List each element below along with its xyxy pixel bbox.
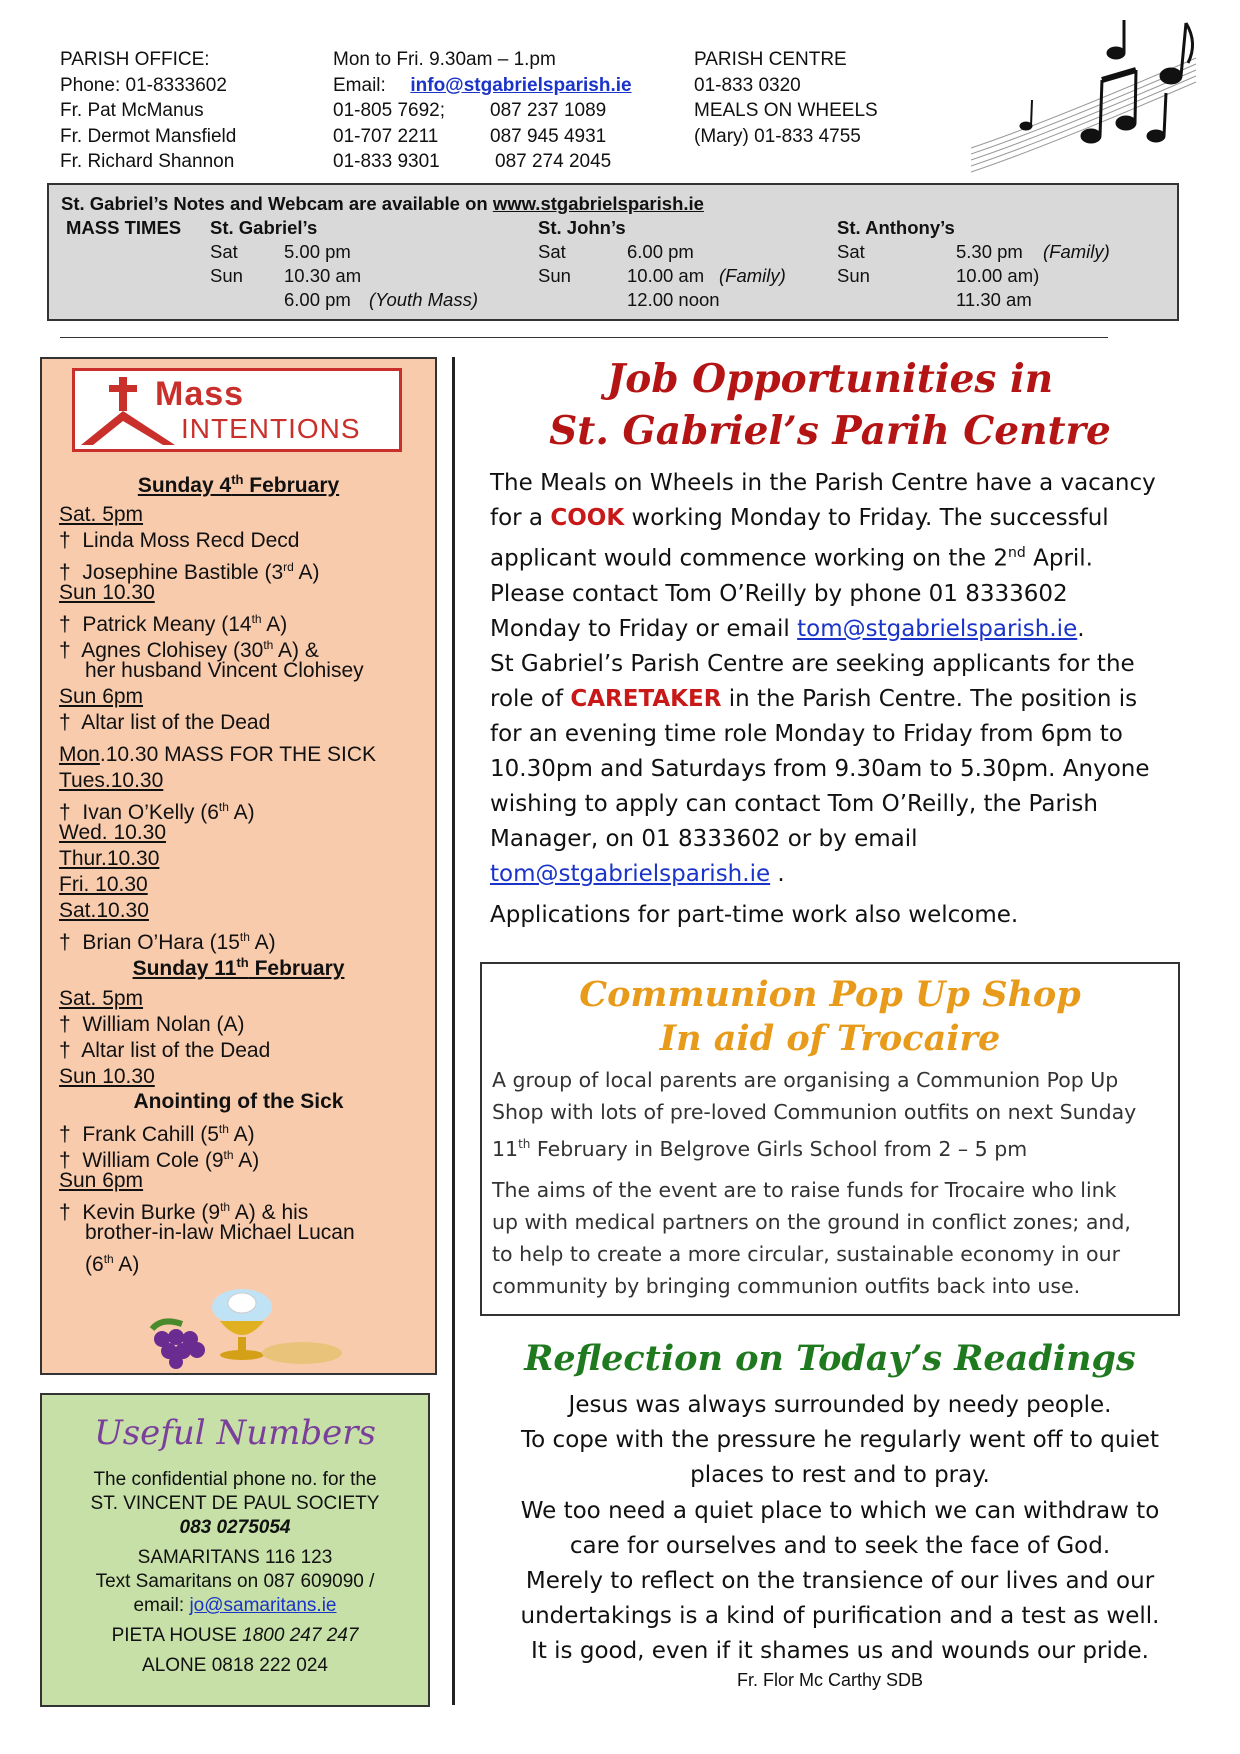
sunday-heading	[42, 955, 435, 981]
ordinal-suffix: th	[518, 1137, 531, 1151]
office-email-link[interactable]: info@stgabrielsparish.ie	[410, 74, 632, 96]
jobs-line: for an evening time role Monday to Friday from 6pm to	[490, 721, 1123, 747]
sunday-heading-text: Sunday 4	[137, 474, 232, 497]
popup-text: 11	[492, 1136, 519, 1161]
alone-phone: ALONE 0818 222 024	[142, 1655, 328, 1676]
popup-paragraph-2	[492, 1174, 1131, 1302]
reflection-author: Fr. Flor Mc Carthy SDB	[736, 1670, 924, 1690]
svp-phone: 083 0275054	[179, 1517, 291, 1538]
jobs-line	[490, 682, 1190, 717]
pieta-label: PIETA HOUSE	[111, 1625, 243, 1646]
reflection-line: Jesus was always surrounded by needy people.	[568, 1392, 1112, 1418]
priest-name: Fr. Dermot Mansfield	[60, 125, 237, 147]
mass-times-box	[47, 183, 1179, 321]
intention-text: William Nolan (A)	[82, 1013, 245, 1036]
reflection-line: places to rest and to pray.	[690, 1462, 990, 1489]
jobs-line: 10.30pm and Saturdays from 9.30am to 5.30pm. Anyone	[490, 756, 1150, 782]
mass-time: 10.30 am	[284, 265, 362, 286]
mass-note: (Family)	[1043, 241, 1110, 262]
reflection-line: care for ourselves and to seek the face of God.	[569, 1532, 1111, 1559]
communion-popup-box	[480, 962, 1180, 1316]
website-link[interactable]: www.stgabrielsparish.ie	[492, 193, 704, 214]
mass-note: (Family)	[719, 265, 786, 286]
reflection-line: We too need a quiet place to which we can withdraw to	[520, 1497, 1160, 1524]
jobs-line: The Meals on Wheels in the Parish Centre have a vacancy	[490, 470, 1156, 496]
pieta-row	[42, 1625, 428, 1647]
mass-slot: Sun 10.30	[59, 1065, 155, 1088]
priest-mobiles	[490, 98, 611, 175]
mass-day: Sat	[837, 241, 865, 262]
mass-slot: Wed. 10.30	[59, 821, 167, 844]
reflection-body	[480, 1388, 1200, 1670]
priest-name: Fr. Pat McManus	[60, 100, 204, 121]
cross-icon: †	[59, 529, 71, 552]
intention-text-end: A)	[249, 931, 276, 954]
ordinal-suffix: th	[223, 1148, 234, 1162]
jobs-title: Job Opportunities in	[606, 356, 1054, 402]
intention-text: Altar list of the Dead	[81, 711, 271, 734]
cross-icon: †	[59, 1201, 71, 1224]
popup-line: The aims of the event are to raise funds for Trocaire who link	[492, 1178, 1117, 1202]
useful-line: The confidential phone no. for the	[93, 1469, 377, 1490]
mass-intentions-logo	[72, 368, 402, 452]
jobs-email-link[interactable]: tom@stgabrielsparish.ie	[490, 861, 771, 887]
intention-item	[59, 1038, 270, 1064]
sunday-heading-text: Sunday 11	[132, 957, 237, 980]
ordinal-suffix: th	[218, 800, 229, 814]
intention-text-end: A)	[228, 1123, 255, 1146]
pieta-phone: 1800 247 247	[242, 1625, 359, 1646]
popup-text: February in Belgrove Girls School from 2 – 5 pm	[530, 1136, 1028, 1161]
mass-slot: Sun 10.30	[59, 581, 155, 604]
cross-icon: †	[59, 613, 71, 636]
intention-text: Kevin Burke (9	[82, 1201, 221, 1224]
mass-intentions-panel	[40, 357, 437, 1375]
caretaker-highlight: CARETAKER	[570, 686, 722, 712]
intention-text: Frank Cahill (5	[82, 1123, 219, 1146]
intention-text: (6	[85, 1253, 104, 1276]
jobs-line: wishing to apply can contact Tom O’Reilly, the Parish	[490, 791, 1098, 817]
mass-note: (Youth Mass)	[369, 289, 478, 310]
mass-time: 6.00 pm	[284, 289, 351, 310]
reflection-title: Reflection on Today’s Readings	[524, 1338, 1136, 1379]
priest-name: Fr. Richard Shannon	[60, 151, 235, 172]
jobs-text: role of	[490, 686, 571, 712]
samaritans-email-row	[42, 1595, 428, 1617]
horizontal-rule	[60, 337, 1108, 338]
email-label: email:	[133, 1595, 190, 1616]
reflection-line: To cope with the pressure he regularly went off to quiet	[521, 1427, 1159, 1454]
popup-title: Communion Pop Up Shop	[579, 974, 1081, 1015]
cook-highlight: COOK	[550, 505, 625, 531]
priest-landline: 01-707 2211	[333, 125, 439, 147]
jobs-caretaker-paragraph	[490, 647, 1190, 892]
jobs-text: for a	[490, 505, 551, 531]
priest-mobile: 087 274 2045	[495, 151, 612, 172]
ordinal-suffix: th	[218, 1122, 229, 1136]
cross-icon: †	[59, 1149, 71, 1172]
intention-item	[59, 710, 270, 736]
ordinal-suffix: nd	[1008, 545, 1026, 561]
mass-time: 10.00 am	[627, 265, 705, 286]
church-name: St. Gabriel’s	[210, 217, 318, 238]
mass-slot-day: Mon	[59, 743, 100, 766]
sunday-heading-month: February	[243, 474, 340, 497]
office-phone: Phone: 01-8333602	[60, 74, 227, 96]
mass-slot: Sat. 5pm	[59, 987, 144, 1010]
intention-item	[59, 528, 299, 554]
office-hours: Mon to Fri. 9.30am – 1.pm	[333, 49, 556, 70]
mass-slot: Thur.10.30	[59, 847, 160, 870]
popup-title: In aid of Trocaire	[659, 1018, 1001, 1059]
intention-text: Josephine Bastible (3	[82, 561, 284, 584]
mass-times-label: MASS TIMES	[66, 217, 182, 238]
popup-line: to help to create a more circular, sustainable economy in our	[492, 1242, 1121, 1266]
intention-text-end: A)	[261, 613, 288, 636]
popup-line: Shop with lots of pre-loved Communion outfits on next Sunday	[492, 1100, 1137, 1124]
jobs-parttime-note: Applications for part-time work also welcome.	[490, 902, 1019, 928]
intention-text: Altar list of the Dead	[81, 1039, 271, 1062]
mass-day: Sat	[538, 241, 566, 262]
reflection-line: It is good, even if it shames us and wounds our pride.	[531, 1638, 1149, 1665]
mass-slot: Fri. 10.30	[59, 873, 148, 896]
ordinal-suffix: th	[220, 1200, 231, 1214]
popup-line	[492, 1128, 1136, 1165]
intention-text: Agnes Clohisey (30	[81, 639, 264, 662]
jobs-email-link[interactable]: tom@stgabrielsparish.ie	[797, 615, 1078, 642]
ordinal-suffix: th	[231, 472, 244, 487]
intention-text-end: A)	[228, 801, 255, 824]
priest-mobile: 087 237 1089	[490, 100, 607, 121]
cross-icon: †	[59, 1123, 71, 1146]
ordinal-suffix: rd	[283, 560, 294, 574]
priest-landline: 01-833 9301	[333, 151, 440, 172]
centre-phone: 01-833 0320	[694, 74, 801, 96]
meals-contact: (Mary) 01-833 4755	[694, 125, 861, 147]
popup-line: up with medical partners on the ground in conflict zones; and,	[492, 1210, 1131, 1234]
email-label: Email:	[333, 74, 386, 96]
intention-text: Patrick Meany (14	[82, 613, 252, 636]
mass-slot: Sun 6pm	[59, 685, 144, 708]
logo-text-intentions: INTENTIONS	[181, 413, 361, 444]
jobs-title: St. Gabriel’s Parih Centre	[549, 408, 1111, 454]
music-notes-icon	[966, 18, 1206, 183]
ordinal-suffix: th	[236, 955, 249, 970]
office-title: PARISH OFFICE:	[60, 49, 210, 70]
mass-slot: Sat. 5pm	[59, 503, 144, 526]
cross-icon: †	[59, 931, 71, 954]
intention-text: Linda Moss Recd Decd	[82, 529, 300, 552]
centre-block	[694, 47, 878, 149]
mass-slot-text: .10.30 MASS FOR THE SICK	[99, 743, 377, 766]
jobs-line: Please contact Tom O’Reilly by phone 01 8333602	[490, 580, 1068, 607]
jobs-text: applicant would commence working on the 2	[490, 545, 1009, 572]
jobs-line	[490, 612, 1190, 647]
anointing-heading: Anointing of the Sick	[133, 1090, 344, 1113]
mass-slot: Sat.10.30	[59, 899, 149, 922]
intention-continuation: her husband Vincent Clohisey	[85, 659, 364, 682]
cross-icon: †	[59, 1039, 71, 1062]
mass-day: Sun	[837, 265, 870, 286]
ordinal-suffix: th	[263, 638, 274, 652]
mass-time: 12.00 noon	[627, 289, 720, 310]
jobs-text: in the Parish Centre. The position is	[721, 686, 1138, 712]
jobs-text: April.	[1025, 545, 1093, 572]
mass-time: 5.00 pm	[284, 241, 351, 262]
church-name: St. John’s	[538, 217, 626, 238]
webcam-notice-text: St. Gabriel’s Notes and Webcam are available on	[61, 193, 493, 214]
intention-item	[59, 1012, 245, 1038]
office-block	[60, 47, 236, 175]
intention-continuation	[85, 1246, 139, 1278]
ordinal-suffix: th	[251, 612, 262, 626]
centre-title: PARISH CENTRE	[694, 49, 847, 70]
meals-title: MEALS ON WHEELS	[694, 100, 878, 121]
ordinal-suffix: th	[239, 930, 250, 944]
intention-text: William Cole (9	[82, 1149, 224, 1172]
mass-time: 5.30 pm	[956, 241, 1023, 262]
jobs-text: working Monday to Friday. The successful	[624, 505, 1109, 531]
priest-mobile: 087 945 4931	[490, 125, 607, 147]
mass-day: Sun	[210, 265, 243, 286]
mass-slot-monday	[59, 742, 376, 768]
cross-icon: †	[59, 561, 71, 584]
cross-icon: †	[59, 1013, 71, 1036]
intention-text: Brian O’Hara (15	[82, 931, 240, 954]
popup-paragraph-1	[492, 1064, 1136, 1165]
webcam-notice	[61, 193, 704, 215]
sunday-heading	[42, 472, 435, 498]
ordinal-suffix: th	[103, 1252, 114, 1266]
mass-time: 10.00 am)	[956, 265, 1040, 286]
jobs-text: .	[770, 861, 785, 887]
popup-line: community by bringing communion outfits back into use.	[492, 1274, 1081, 1298]
logo-text-mass: Mass	[155, 375, 245, 413]
intention-continuation: brother-in-law Michael Lucan	[85, 1221, 355, 1244]
jobs-line: St Gabriel’s Parish Centre are seeking applicants for the	[490, 651, 1135, 677]
intention-text-end: A)	[293, 561, 320, 584]
jobs-text: Monday to Friday or email	[490, 615, 798, 642]
column-divider	[452, 357, 455, 1705]
cross-icon: †	[59, 801, 71, 824]
useful-line: Text Samaritans on 087 609090 /	[95, 1571, 375, 1592]
intention-item	[59, 924, 276, 956]
cross-icon: †	[59, 639, 71, 662]
jobs-line	[490, 857, 1190, 892]
mass-time: 11.30 am	[956, 289, 1032, 310]
reflection-line: undertakings is a kind of purification and a test as well.	[520, 1603, 1160, 1630]
chalice-grapes-icon	[112, 1279, 352, 1369]
intention-text: Ivan O’Kelly (6	[82, 801, 219, 824]
useful-numbers-panel	[40, 1393, 430, 1707]
intention-text-end: A) & his	[230, 1201, 309, 1224]
intention-text-end: A)	[113, 1253, 140, 1276]
intention-text-end: A)	[233, 1149, 260, 1172]
priest-landline: 01-805 7692;	[333, 100, 445, 121]
church-name: St. Anthony’s	[837, 217, 955, 238]
jobs-line	[490, 536, 1190, 577]
cross-icon: †	[59, 711, 71, 734]
samaritans-phone: SAMARITANS 116 123	[137, 1547, 333, 1568]
mass-slot: Sun 6pm	[59, 1169, 144, 1192]
jobs-cook-paragraph	[490, 466, 1190, 647]
reflection-line: Merely to reflect on the transience of our lives and our	[525, 1568, 1155, 1595]
useful-numbers-title: Useful Numbers	[94, 1413, 376, 1453]
samaritans-email-link[interactable]: jo@samaritans.ie	[189, 1595, 337, 1616]
mass-time: 6.00 pm	[627, 241, 694, 262]
sunday-heading-month: February	[248, 957, 345, 980]
popup-line: A group of local parents are organising a Communion Pop Up	[492, 1068, 1119, 1092]
office-email-row	[333, 73, 632, 99]
intention-text-end: A) &	[273, 639, 319, 662]
jobs-text: .	[1077, 615, 1085, 642]
mass-slot: Tues.10.30	[59, 769, 164, 792]
mass-day: Sun	[538, 265, 571, 286]
mass-day: Sat	[210, 241, 238, 262]
jobs-line	[490, 501, 1190, 536]
jobs-line: Manager, on 01 8333602 or by email	[490, 826, 918, 852]
useful-line: ST. VINCENT DE PAUL SOCIETY	[90, 1493, 380, 1514]
